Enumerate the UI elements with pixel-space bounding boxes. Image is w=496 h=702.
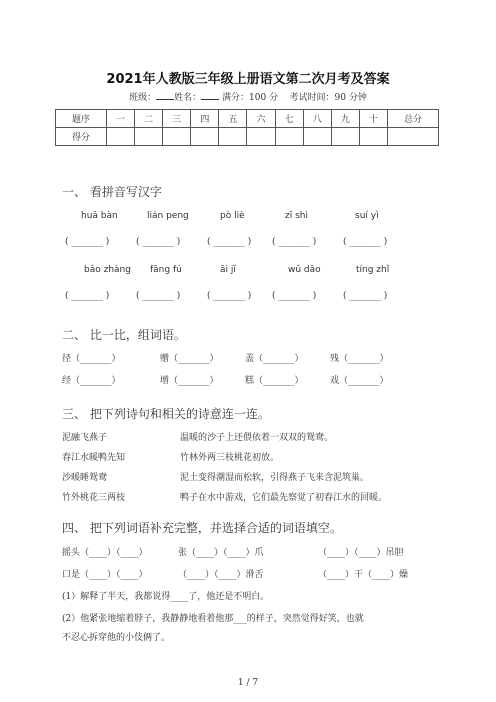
score-cell[interactable] — [219, 128, 247, 146]
compare-row-2 — [0, 373, 496, 385]
poem-line[interactable]: 沙暖睡鸳鸯 — [62, 473, 108, 483]
score-cell[interactable] — [275, 128, 303, 146]
idiom-item[interactable]: 张（____）（____）爪 — [178, 548, 264, 558]
score-header-cell: 二 — [135, 110, 163, 128]
name-blank — [201, 91, 219, 100]
score-cell[interactable] — [191, 128, 219, 146]
score-header-cell: 三 — [163, 110, 191, 128]
score-header-cell: 五 — [219, 110, 247, 128]
answer-slot[interactable]: ( _______ ) — [343, 237, 388, 247]
score-table — [55, 109, 439, 146]
answer-slot[interactable]: ( _______ ) — [136, 291, 181, 301]
compare-item[interactable]: 经（_______） — [62, 376, 121, 386]
exam-info — [0, 90, 496, 103]
score-row-label: 得分 — [56, 128, 107, 146]
score-header-cell: 六 — [247, 110, 275, 128]
answer-slot[interactable]: ( _______ ) — [272, 237, 317, 247]
answer-row-2 — [0, 291, 496, 303]
score-header-cell: 总分 — [388, 110, 439, 128]
poem-line[interactable]: 竹外桃花三两枝 — [62, 493, 126, 503]
score-cell[interactable] — [303, 128, 331, 146]
pinyin-row-1 — [0, 211, 496, 223]
score-header-cell: 十 — [359, 110, 387, 128]
poem-meaning[interactable]: 泥土变得潮湿而松软，引得燕子飞来含泥筑巢。 — [180, 473, 370, 483]
pinyin: huā bàn — [81, 211, 118, 221]
pinyin: tíng zhǐ — [356, 265, 390, 275]
full-score: 满分：100 分 — [222, 93, 279, 103]
compare-item[interactable]: 糕（_______） — [245, 376, 304, 386]
score-header-cell: 八 — [303, 110, 331, 128]
compare-item[interactable]: 盖（_______） — [245, 354, 304, 364]
page-number: 1 / 7 — [237, 678, 259, 688]
answer-slot[interactable]: ( _______ ) — [136, 237, 181, 247]
score-header-cell: 七 — [275, 110, 303, 128]
compare-row-1 — [0, 351, 496, 363]
answer-row-1 — [0, 237, 496, 249]
idiom-item[interactable]: （____）干（____）燥 — [318, 570, 409, 580]
class-label: 班级： — [129, 93, 157, 103]
idiom-item[interactable]: （____）（____）滑舌 — [178, 570, 264, 580]
idiom-item[interactable]: 摇头（____）（____） — [62, 548, 148, 558]
score-header-cell: 九 — [331, 110, 359, 128]
idiom-item[interactable]: 口是（____）（____） — [62, 570, 148, 580]
score-cell[interactable] — [331, 128, 359, 146]
score-header-cell: 题序 — [56, 110, 107, 128]
pinyin: bǎo zhàng — [84, 265, 131, 275]
pinyin: āi jǐ — [220, 265, 236, 275]
answer-slot[interactable]: ( _______ ) — [65, 237, 110, 247]
poem-match-list — [0, 430, 496, 520]
idiom-row-1 — [0, 545, 496, 557]
compare-item[interactable]: 残（_______） — [330, 354, 389, 364]
idiom-item[interactable]: （____）（____）吊胆 — [318, 548, 404, 558]
poem-meaning[interactable]: 竹林外两三枝桃花初放。 — [180, 453, 280, 463]
score-table-row — [56, 128, 439, 146]
page-title: 2021年人教版三年级上册语文第二次月考及答案 — [106, 72, 390, 87]
score-header-cell: 四 — [191, 110, 219, 128]
exam-time: 考试时间：90 分钟 — [289, 93, 367, 103]
pinyin-row-2 — [0, 265, 496, 277]
idiom-row-2 — [0, 567, 496, 579]
poem-meaning[interactable]: 温暖的沙子上还偎依着一双双的鸳鸯。 — [180, 433, 334, 443]
pinyin: lián peng — [147, 211, 189, 221]
compare-item[interactable]: 增（_______） — [160, 376, 219, 386]
answer-slot[interactable]: ( _______ ) — [272, 291, 317, 301]
pinyin: suí yì — [355, 211, 379, 221]
compare-item[interactable]: 径（_______） — [62, 354, 121, 364]
answer-slot[interactable]: ( _______ ) — [343, 291, 388, 301]
question-2: (2）他紧张地缩着脖子，我静静地看着他那___的样子，突然觉得好笑，也就 — [62, 614, 364, 624]
class-blank — [156, 91, 174, 100]
poem-meaning[interactable]: 鸭子在水中游戏，它们最先察觉了初春江水的回暖。 — [180, 493, 388, 503]
compare-item[interactable]: 赠（_______） — [160, 354, 219, 364]
name-label: 姓名： — [174, 93, 202, 103]
question-2-continued: 不忍心拆穿他的小伎俩了。 — [62, 633, 171, 643]
score-cell[interactable] — [388, 128, 439, 146]
score-cell[interactable] — [247, 128, 275, 146]
score-cell[interactable] — [163, 128, 191, 146]
score-cell[interactable] — [107, 128, 135, 146]
pinyin: pò liè — [220, 211, 245, 221]
question-1: (1）解释了半天，我都说得____了，他还是不明白。 — [62, 592, 270, 602]
score-header-cell: 一 — [107, 110, 135, 128]
section1-heading: 一、 看拼音写汉字 — [62, 185, 162, 199]
compare-item[interactable]: 戏（_______） — [330, 376, 389, 386]
pinyin: zī shì — [285, 211, 308, 221]
answer-slot[interactable]: ( _______ ) — [207, 237, 252, 247]
pinyin: fāng fú — [150, 265, 182, 275]
pinyin: wǔ dǎo — [288, 265, 321, 275]
score-cell[interactable] — [135, 128, 163, 146]
section2-heading: 二、 比一比，组词语。 — [62, 328, 186, 342]
section3-heading: 三、 把下列诗句和相关的诗意连一连。 — [62, 407, 270, 421]
answer-slot[interactable]: ( _______ ) — [207, 291, 252, 301]
poem-line[interactable]: 泥融飞燕子 — [62, 433, 108, 443]
score-table-header-row — [56, 110, 439, 128]
section4-heading: 四、 把下列词语补充完整，并选择合适的词语填空。 — [62, 521, 342, 535]
poem-line[interactable]: 春江水暖鸭先知 — [62, 453, 126, 463]
answer-slot[interactable]: ( _______ ) — [65, 291, 110, 301]
score-cell[interactable] — [359, 128, 387, 146]
